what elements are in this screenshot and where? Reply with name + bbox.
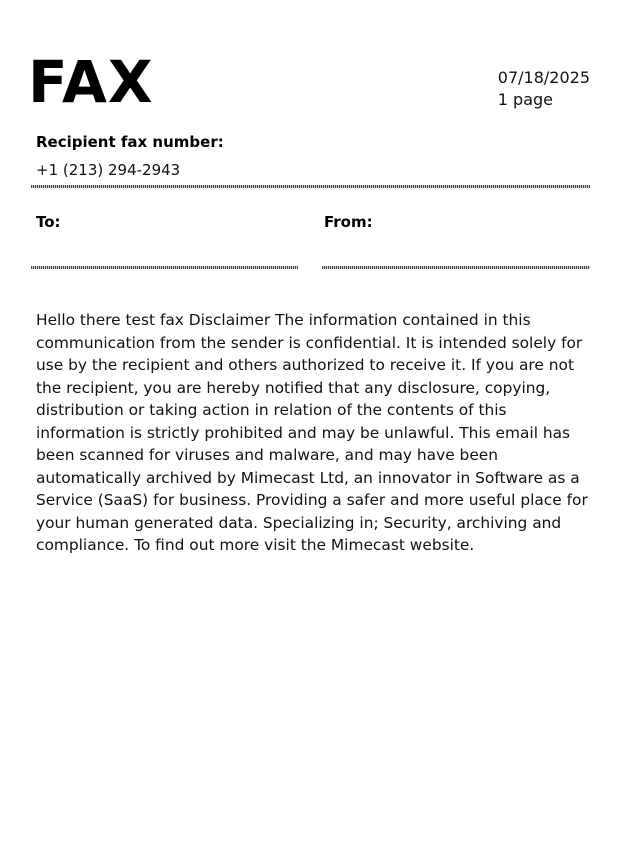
page-count: 1 page — [497, 90, 554, 109]
fax-meta — [498, 67, 590, 111]
divider-line — [31, 185, 590, 188]
fax-title: FAX — [28, 48, 154, 116]
from-label: From: — [324, 213, 373, 231]
to-field-line — [31, 266, 298, 269]
to-label: To: — [36, 213, 61, 231]
recipient-fax-number: +1 (213) 294-2943 — [36, 161, 181, 179]
recipient-fax-label: Recipient fax number: — [36, 133, 224, 151]
from-field-line — [322, 266, 590, 269]
fax-date: 07/18/2025 — [497, 68, 590, 87]
message-body: Hello there test fax Disclaimer The information contained in this communication from the sender is confidential. It is intended solely for use by the recipient and others authorized to receive it. If you are not the recipient, you are hereby notified that any disclosure, copying, distribution or taking action in relation of the contents of this information is strictly prohibited and may be unlawful. This email has been scanned for viruses and malware, and may have been automatically archived by Mimecast Ltd, an innovator in Software as a Service (SaaS) for business. Providing a safer and more useful place for your human generated data. Specializing in; Security, archiving and compliance. To find out more visit the Mimecast website. — [36, 311, 588, 554]
